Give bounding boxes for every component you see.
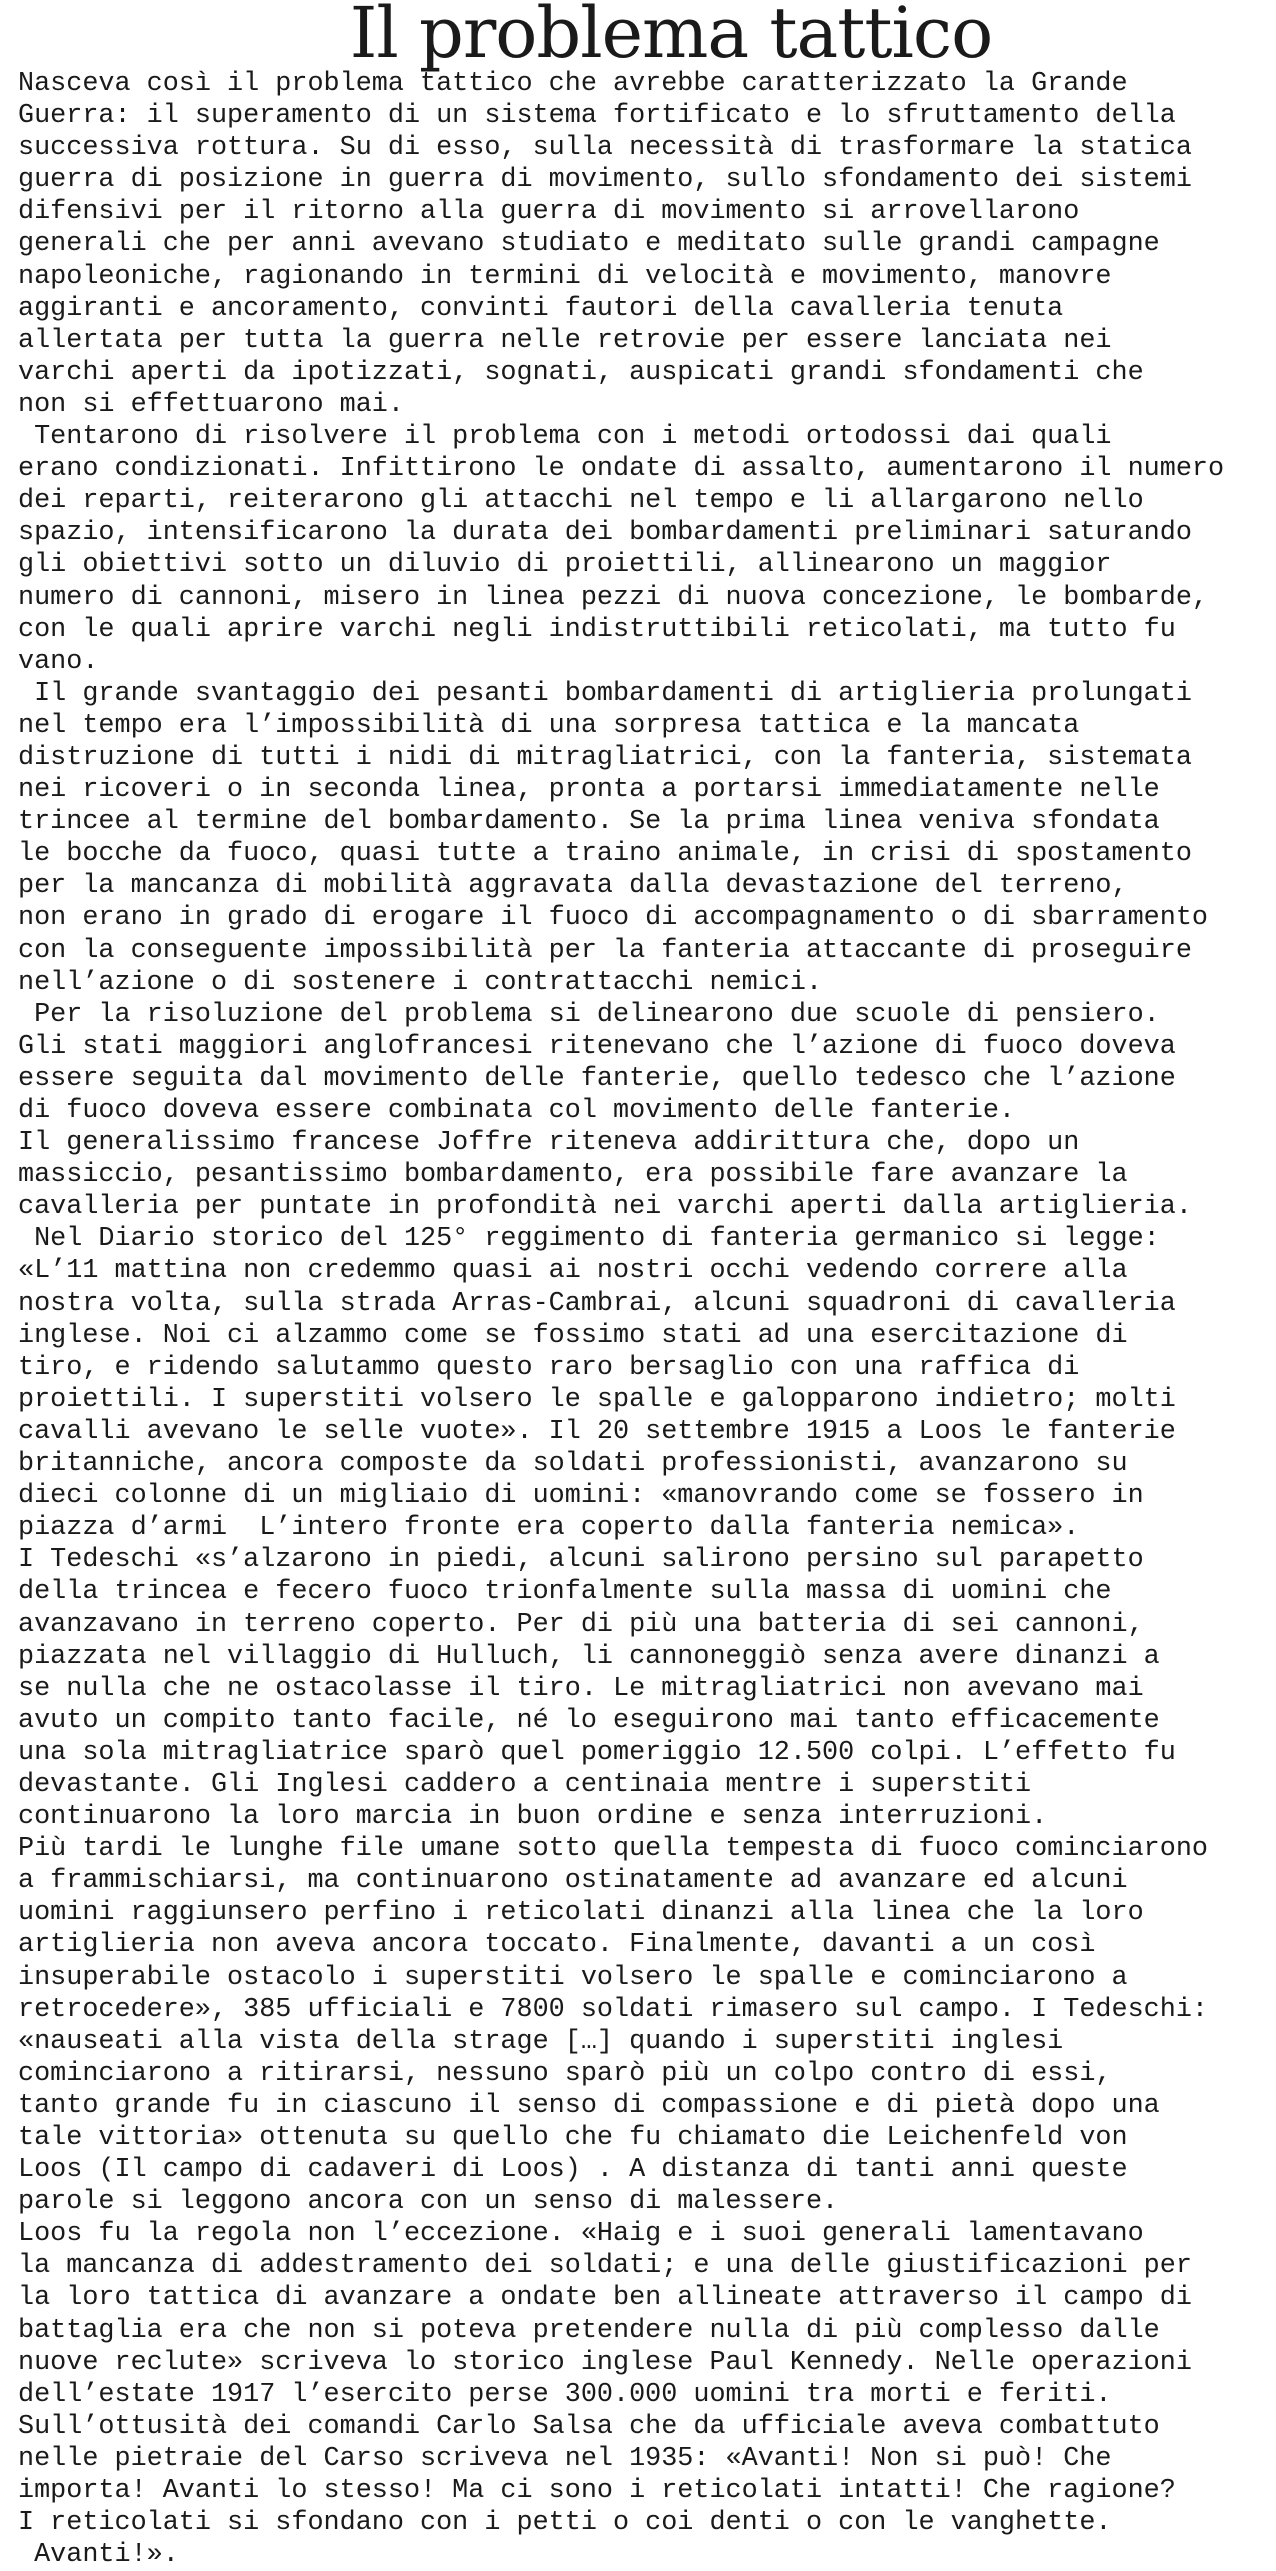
text-line: dell’estate 1917 l’esercito perse 300.000 uomini tra morti e feriti. xyxy=(18,2379,1112,2410)
text-line: nei ricoveri o in seconda linea, pronta a portarsi immediatamente nelle xyxy=(18,775,1160,806)
text-line: Avanti!». xyxy=(18,2540,179,2571)
text-line: non erano in grado di erogare il fuoco di accompagnamento o di sbarramento xyxy=(18,903,1208,934)
text-line: distruzione di tutti i nidi di mitragliatrici, con la fanteria, sistemata xyxy=(18,742,1192,773)
text-line: se nulla che ne ostacolasse il tiro. Le mitragliatrici non avevano mai xyxy=(18,1673,1144,1704)
text-line: Per la risoluzione del problema si delinearono due scuole di pensiero. xyxy=(18,999,1160,1030)
text-line: vano. xyxy=(18,646,99,677)
text-line: nell’azione o di sostenere i contrattacchi nemici. xyxy=(18,967,823,998)
text-line: I reticolati si sfondano con i petti o coi denti o con le vanghette. xyxy=(18,2508,1112,2539)
text-line: trincee al termine del bombardamento. Se la prima linea veniva sfondata xyxy=(18,807,1160,838)
text-line: cavalli avevano le selle vuote». Il 20 settembre 1915 a Loos le fanterie xyxy=(18,1416,1176,1447)
text-line: Gli stati maggiori anglofrancesi ritenevano che l’azione di fuoco doveva xyxy=(18,1031,1176,1062)
text-line: Tentarono di risolvere il problema con i metodi ortodossi dai quali xyxy=(18,422,1112,453)
text-line: inglese. Noi ci alzammo come se fossimo stati ad una esercitazione di xyxy=(18,1320,1128,1351)
text-line: dieci colonne di un migliaio di uomini: «manovrando come se fossero in xyxy=(18,1481,1144,1512)
text-line: guerra di posizione in guerra di movimento, sullo sfondamento dei sistemi xyxy=(18,165,1192,196)
text-line: avuto un compito tanto facile, né lo eseguirono mai tanto efficacemente xyxy=(18,1705,1160,1736)
text-line: «L’11 mattina non credemmo quasi ai nostri occhi vedendo correre alla xyxy=(18,1256,1128,1287)
text-line: tiro, e ridendo salutammo questo raro bersaglio con una raffica di xyxy=(18,1352,1080,1383)
text-line: tanto grande fu in ciascuno il senso di compassione e di pietà dopo una xyxy=(18,2090,1160,2121)
text-line: retrocedere», 385 ufficiali e 7800 soldati rimasero sul campo. I Tedeschi: xyxy=(18,1994,1208,2025)
body-text xyxy=(18,68,1264,2571)
text-line: a frammischiarsi, ma continuarono ostinatamente ad avanzare ed alcuni xyxy=(18,1866,1128,1897)
text-line: Nasceva così il problema tattico che avrebbe caratterizzato la Grande xyxy=(18,69,1128,99)
text-line: parole si leggono ancora con un senso di malessere. xyxy=(18,2187,839,2218)
text-line: Loos fu la regola non l’eccezione. «Haig e i suoi generali lamentavano xyxy=(18,2219,1144,2250)
text-line: con la conseguente impossibilità per la fanteria attaccante di proseguire xyxy=(18,935,1192,966)
text-line: dei reparti, reiterarono gli attacchi nel tempo e li allargarono nello xyxy=(18,486,1144,517)
text-line: la mancanza di addestramento dei soldati; e una delle giustificazioni per xyxy=(18,2251,1192,2282)
text-line: varchi aperti da ipotizzati, sognati, auspicati grandi sfondamenti che xyxy=(18,357,1144,388)
text-line: di fuoco doveva essere combinata col movimento delle fanterie. xyxy=(18,1096,1016,1126)
text-line: Il generalissimo francese Joffre riteneva addirittura che, dopo un xyxy=(18,1128,1080,1159)
text-line: I Tedeschi «s’alzarono in piedi, alcuni salirono persino sul parapetto xyxy=(18,1545,1144,1576)
text-line: «nauseati alla vista della strage […] quando i superstiti inglesi xyxy=(18,2026,1064,2057)
text-line: difensivi per il ritorno alla guerra di movimento si arrovellarono xyxy=(18,197,1080,228)
text-line: piazzata nel villaggio di Hulluch, li cannoneggiò senza avere dinanzi a xyxy=(18,1641,1160,1672)
text-line: artiglieria non aveva ancora toccato. Finalmente, davanti a un così xyxy=(18,1930,1096,1961)
text-line: Guerra: il superamento di un sistema fortificato e lo sfruttamento della xyxy=(18,101,1176,132)
text-line: cavalleria per puntate in profondità nei varchi aperti dalla artiglieria. xyxy=(18,1192,1192,1223)
text-line: battaglia era che non si poteva pretendere nulla di più complesso dalle xyxy=(18,2315,1160,2346)
text-line: con le quali aprire varchi negli indistruttibili reticolati, ma tutto fu xyxy=(18,614,1176,645)
text-line: continuarono la loro marcia in buon ordine e senza interruzioni. xyxy=(18,1802,1048,1833)
text-line: napoleoniche, ragionando in termini di velocità e movimento, manovre xyxy=(18,261,1112,292)
text-line: per la mancanza di mobilità aggravata dalla devastazione del terreno, xyxy=(18,871,1128,902)
text-line: aggiranti e ancoramento, convinti fautori della cavalleria tenuta xyxy=(18,293,1064,324)
text-line: essere seguita dal movimento delle fanterie, quello tedesco che l’azione xyxy=(18,1063,1176,1094)
text-line: Loos (Il campo di cadaveri di Loos) . A distanza di tanti anni queste xyxy=(18,2155,1128,2186)
text-line: gli obiettivi sotto un diluvio di proiettili, allinearono un maggior xyxy=(18,550,1112,581)
text-line: nel tempo era l’impossibilità di una sorpresa tattica e la mancata xyxy=(18,710,1080,741)
text-line: uomini raggiunsero perfino i reticolati dinanzi alla linea che la loro xyxy=(18,1898,1144,1929)
text-line: le bocche da fuoco, quasi tutte a traino animale, in crisi di spostamento xyxy=(18,839,1192,870)
page-title: Il problema tattico xyxy=(349,0,993,74)
text-line: avanzavano in terreno coperto. Per di più una batteria di sei cannoni, xyxy=(18,1609,1144,1640)
text-line: tale vittoria» ottenuta su quello che fu chiamato die Leichenfeld von xyxy=(18,2123,1128,2153)
text-line: britanniche, ancora composte da soldati professionisti, avanzarono su xyxy=(18,1449,1128,1480)
text-line: proiettili. I superstiti volsero le spalle e galopparono indietro; molti xyxy=(18,1384,1176,1415)
text-line: non si effettuarono mai. xyxy=(18,389,404,420)
text-line: massiccio, pesantissimo bombardamento, era possibile fare avanzare la xyxy=(18,1160,1128,1191)
text-line: della trincea e fecero fuoco trionfalmente sulla massa di uomini che xyxy=(18,1577,1112,1608)
text-line: Più tardi le lunghe file umane sotto quella tempesta di fuoco cominciarono xyxy=(18,1834,1208,1865)
text-line: nelle pietraie del Carso scriveva nel 1935: «Avanti! Non si può! Che xyxy=(18,2443,1112,2474)
text-line: numero di cannoni, misero in linea pezzi di nuova concezione, le bombarde, xyxy=(18,582,1208,613)
text-line: devastante. Gli Inglesi caddero a centinaia mentre i superstiti xyxy=(18,1769,1032,1800)
text-line: nostra volta, sulla strada Arras-Cambrai, alcuni squadroni di cavalleria xyxy=(18,1288,1176,1319)
text-line: spazio, intensificarono la durata dei bombardamenti preliminari saturando xyxy=(18,518,1192,549)
text-line: una sola mitragliatrice sparò quel pomeriggio 12.500 colpi. L’effetto fu xyxy=(18,1737,1176,1768)
text-line: allertata per tutta la guerra nelle retrovie per essere lanciata nei xyxy=(18,325,1112,356)
text-line: piazza d’armi L’intero fronte era coperto dalla fanteria nemica». xyxy=(18,1513,1080,1544)
text-line: erano condizionati. Infittirono le ondate di assalto, aumentarono il numero xyxy=(18,454,1225,485)
text-line: Sull’ottusità dei comandi Carlo Salsa che da ufficiale aveva combattuto xyxy=(18,2411,1160,2442)
text-line: Il grande svantaggio dei pesanti bombardamenti di artiglieria prolungati xyxy=(18,678,1192,709)
text-line: la loro tattica di avanzare a ondate ben allineate attraverso il campo di xyxy=(18,2283,1192,2314)
text-line: insuperabile ostacolo i superstiti volsero le spalle e cominciarono a xyxy=(18,1962,1128,1993)
text-line: importa! Avanti lo stesso! Ma ci sono i reticolati intatti! Che ragione? xyxy=(18,2476,1176,2507)
text-line: successiva rottura. Su di esso, sulla necessità di trasformare la statica xyxy=(18,133,1192,164)
text-line: nuove reclute» scriveva lo storico inglese Paul Kennedy. Nelle operazioni xyxy=(18,2347,1192,2378)
text-line: Nel Diario storico del 125° reggimento di fanteria germanico si legge: xyxy=(18,1224,1160,1255)
text-line: generali che per anni avevano studiato e meditato sulle grandi campagne xyxy=(18,229,1160,260)
text-line: cominciarono a ritirarsi, nessuno sparò più un colpo contro di essi, xyxy=(18,2058,1112,2089)
